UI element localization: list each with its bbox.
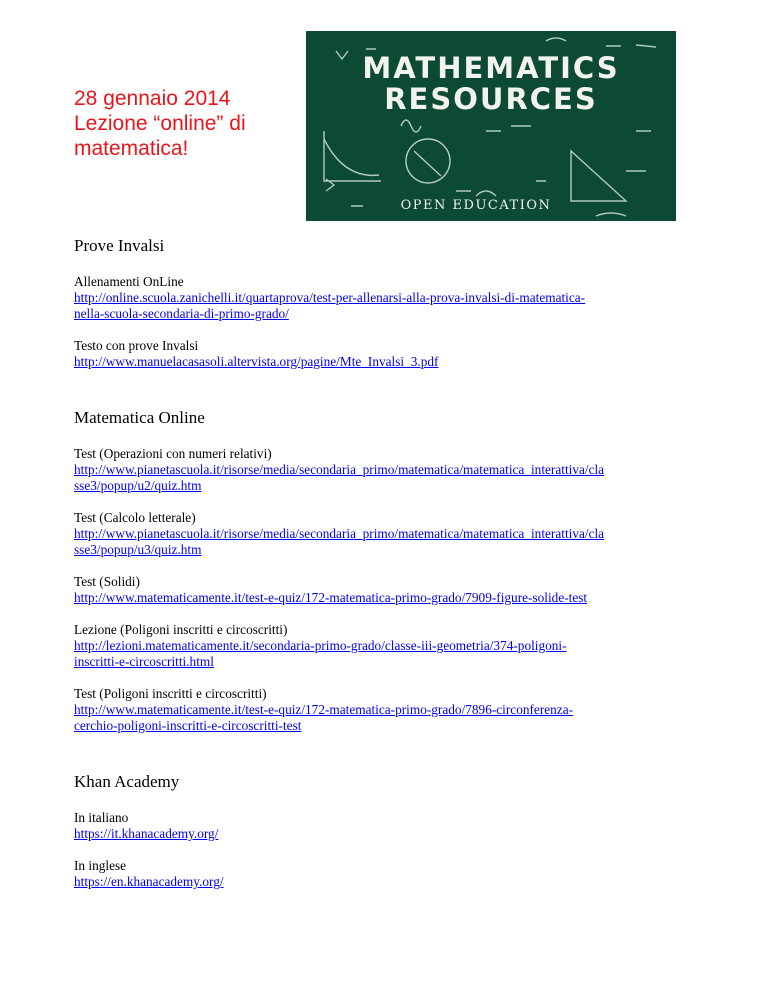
item-label: Testo con prove Invalsi: [74, 338, 199, 353]
resource-link[interactable]: http://lezioni.matematicamente.it/secondaria-primo-grado/classe-iii-geometria/374-poligoni- inscritti-e-circoscritti.html: [74, 638, 567, 669]
section-prove-invalsi: [74, 236, 714, 370]
item-label: Test (Poligoni inscritti e circoscritti): [74, 686, 267, 701]
section-heading: Khan Academy: [74, 772, 180, 791]
list-item: [74, 274, 714, 322]
list-item: [74, 810, 714, 842]
title-line-subject: matematica!: [74, 137, 189, 160]
page-title: [74, 86, 294, 161]
list-item: [74, 686, 714, 734]
section-khan-academy: [74, 772, 714, 890]
document-body: [74, 236, 714, 906]
item-label: Lezione (Poligoni inscritti e circoscritti): [74, 622, 288, 637]
resource-link[interactable]: https://it.khanacademy.org/: [74, 826, 219, 841]
banner-title-line1: MATHEMATICS: [362, 51, 620, 85]
resource-link[interactable]: http://www.manuelacasasoli.altervista.org/pagine/Mte_Invalsi_3.pdf: [74, 354, 439, 369]
list-item: [74, 622, 714, 670]
chalkboard-illustration: [306, 31, 676, 221]
list-item: [74, 858, 714, 890]
mathematics-resources-banner: [306, 31, 676, 221]
section-heading: Matematica Online: [74, 408, 205, 427]
resource-link[interactable]: http://www.pianetascuola.it/risorse/media/secondaria_primo/matematica/matematica_interattiva/cla sse3/popup/u2/quiz.htm: [74, 462, 605, 493]
section-heading: Prove Invalsi: [74, 236, 165, 255]
resource-link[interactable]: http://www.pianetascuola.it/risorse/media/secondaria_primo/matematica/matematica_interattiva/cla sse3/popup/u3/quiz.htm: [74, 526, 605, 557]
item-label: Test (Operazioni con numeri relativi): [74, 446, 272, 461]
item-label: Allenamenti OnLine: [74, 274, 184, 289]
resource-link[interactable]: http://www.matematicamente.it/test-e-quiz/172-matematica-primo-grado/7896-circonferenza- cerchio-poligoni-inscritti-e-circoscritti-test: [74, 702, 574, 733]
section-matematica-online: [74, 408, 714, 734]
item-label: Test (Solidi): [74, 574, 140, 589]
title-line-date: 28 gennaio 2014: [74, 87, 231, 110]
list-item: [74, 510, 714, 558]
list-item: [74, 574, 714, 606]
title-line-lesson: Lezione “online” di: [74, 112, 246, 135]
banner-subtitle: OPEN EDUCATION: [400, 198, 552, 213]
resource-link[interactable]: https://en.khanacademy.org/: [74, 874, 224, 889]
list-item: [74, 338, 714, 370]
item-label: Test (Calcolo letterale): [74, 510, 196, 525]
item-label: In inglese: [74, 858, 127, 873]
resource-link[interactable]: http://www.matematicamente.it/test-e-quiz/172-matematica-primo-grado/7909-figure-solide-test: [74, 590, 588, 605]
item-label: In italiano: [74, 810, 129, 825]
banner-title-line2: RESOURCES: [384, 82, 598, 116]
list-item: [74, 446, 714, 494]
resource-link[interactable]: http://online.scuola.zanichelli.it/quartaprova/test-per-allenarsi-alla-prova-invalsi-di-matematica- nella-scuola-secondaria-di-primo-grado/: [74, 290, 586, 321]
